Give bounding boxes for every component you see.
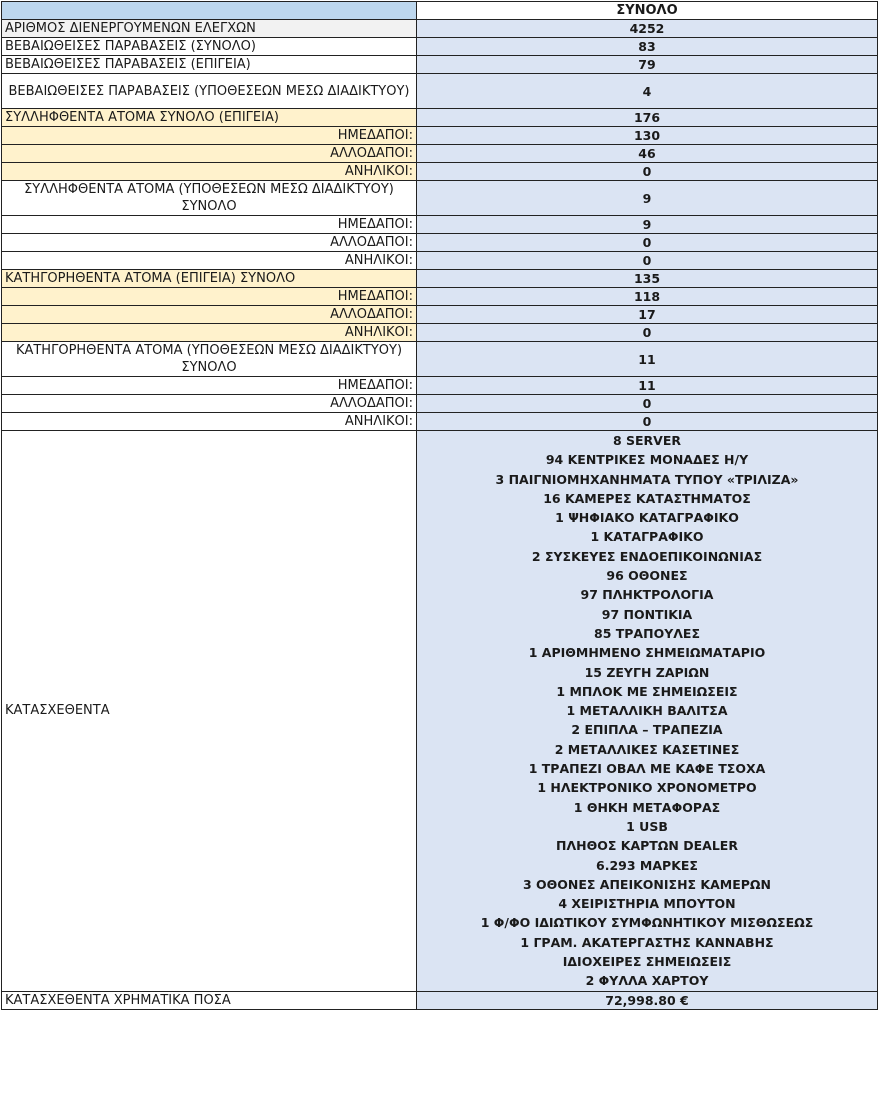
seized-item: ΠΛΗΘΟΣ ΚΑΡΤΩΝ DEALER — [556, 838, 738, 854]
seized-item: 1 ΓΡΑΜ. ΑΚΑΤΕΡΓΑΣΤΗΣ ΚΑΝΝΑΒΗΣ — [520, 934, 774, 950]
money-label: ΚΑΤΑΣΧΕΘΕΝΤΑ ΧΡΗΜΑΤΙΚΑ ΠΟΣΑ — [2, 991, 417, 1009]
row-label: ΑΝΗΛΙΚΟΙ: — [2, 413, 417, 431]
row-label: ΑΛΛΟΔΑΠΟΙ: — [2, 306, 417, 324]
row-value: 0 — [417, 252, 878, 270]
row-value: 46 — [417, 145, 878, 163]
row-label: ΒΕΒΑΙΩΘΕΙΣΕΣ ΠΑΡΑΒΑΣΕΙΣ (ΥΠΟΘΕΣΕΩΝ ΜΕΣΩ ΔΙΑΔΙΚΤΥΟΥ) — [2, 74, 417, 109]
seized-item: 2 ΜΕΤΑΛΛΙΚΕΣ ΚΑΣΕΤΙΝΕΣ — [554, 741, 740, 757]
row-value: 17 — [417, 306, 878, 324]
table-row — [2, 270, 878, 288]
table-row — [2, 234, 878, 252]
row-value: 0 — [417, 413, 878, 431]
money-row — [2, 991, 878, 1009]
row-value: 130 — [417, 127, 878, 145]
table-row — [2, 145, 878, 163]
table-row — [2, 395, 878, 413]
row-label: ΒΕΒΑΙΩΘΕΙΣΕΣ ΠΑΡΑΒΑΣΕΙΣ (ΣΥΝΟΛΟ) — [2, 38, 417, 56]
seized-item: 1 Φ/ΦΟ ΙΔΙΩΤΙΚΟΥ ΣΥΜΦΩΝΗΤΙΚΟΥ ΜΙΣΘΩΣΕΩΣ — [480, 915, 814, 931]
row-value: 0 — [417, 395, 878, 413]
seized-item: 2 ΦΥΛΛΑ ΧΑΡΤΟΥ — [585, 973, 709, 989]
row-label: ΑΝΗΛΙΚΟΙ: — [2, 252, 417, 270]
header-row — [2, 2, 878, 20]
row-value: 4252 — [417, 20, 878, 38]
statistics-table — [1, 1, 878, 1010]
row-label: ΗΜΕΔΑΠΟΙ: — [2, 127, 417, 145]
row-label: ΑΛΛΟΔΑΠΟΙ: — [2, 234, 417, 252]
seized-item: 1 ΤΡΑΠΕΖΙ ΟΒΑΛ ΜΕ ΚΑΦΕ ΤΣΟΧΑ — [528, 761, 766, 777]
row-label: ΚΑΤΗΓΟΡΗΘΕΝΤΑ ΑΤΟΜΑ (ΕΠΙΓΕΙΑ) ΣΥΝΟΛΟ — [2, 270, 417, 288]
row-value: 118 — [417, 288, 878, 306]
row-value: 11 — [417, 342, 878, 377]
row-label: ΣΥΛΛΗΦΘΕΝΤΑ ΑΤΟΜΑ ΣΥΝΟΛΟ (ΕΠΙΓΕΙΑ) — [2, 109, 417, 127]
seized-item: 1 ΘΗΚΗ ΜΕΤΑΦΟΡΑΣ — [573, 799, 721, 815]
header-blank-cell — [2, 2, 417, 20]
seized-item: 94 ΚΕΝΤΡΙΚΕΣ ΜΟΝΑΔΕΣ Η/Υ — [545, 452, 749, 468]
row-label: ΑΛΛΟΔΑΠΟΙ: — [2, 395, 417, 413]
row-label: ΒΕΒΑΙΩΘΕΙΣΕΣ ΠΑΡΑΒΑΣΕΙΣ (ΕΠΙΓΕΙΑ) — [2, 56, 417, 74]
seized-items-cell — [417, 431, 878, 992]
table-row — [2, 74, 878, 109]
row-label: ΣΥΛΛΗΦΘΕΝΤΑ ΑΤΟΜΑ (ΥΠΟΘΕΣΕΩΝ ΜΕΣΩ ΔΙΑΔΙΚΤΥΟΥ) ΣΥΝΟΛΟ — [2, 181, 417, 216]
seized-item: 15 ΖΕΥΓΗ ΖΑΡΙΩΝ — [584, 664, 710, 680]
seized-item: 1 ΗΛΕΚΤΡΟΝΙΚΟ ΧΡΟΝΟΜΕΤΡΟ — [537, 780, 757, 796]
money-value: 72,998.80 € — [417, 991, 878, 1009]
row-value: 9 — [417, 216, 878, 234]
table-row — [2, 20, 878, 38]
header-total: ΣΥΝΟΛΟ — [417, 2, 878, 20]
table-row — [2, 342, 878, 377]
table-row — [2, 324, 878, 342]
row-value: 83 — [417, 38, 878, 56]
table-row — [2, 306, 878, 324]
table-row — [2, 163, 878, 181]
row-value: 0 — [417, 234, 878, 252]
seized-item: ΙΔΙΟΧΕΙΡΕΣ ΣΗΜΕΙΩΣΕΙΣ — [562, 954, 732, 970]
row-label: ΑΛΛΟΔΑΠΟΙ: — [2, 145, 417, 163]
row-label: ΑΝΗΛΙΚΟΙ: — [2, 163, 417, 181]
row-value: 176 — [417, 109, 878, 127]
table-row — [2, 56, 878, 74]
seized-item: 4 ΧΕΙΡΙΣΤΗΡΙΑ ΜΠΟΥΤΟΝ — [558, 896, 736, 912]
seized-item: 96 ΟΘΟΝΕΣ — [606, 568, 688, 584]
row-value: 0 — [417, 324, 878, 342]
table-row — [2, 38, 878, 56]
row-label: ΑΝΗΛΙΚΟΙ: — [2, 324, 417, 342]
seized-item: 97 ΠΛΗΚΤΡΟΛΟΓΙΑ — [580, 587, 714, 603]
row-value: 79 — [417, 56, 878, 74]
seized-item: 1 ΑΡΙΘΜΗΜΕΝΟ ΣΗΜΕΙΩΜΑΤΑΡΙΟ — [528, 645, 766, 661]
row-label: ΑΡΙΘΜΟΣ ΔΙΕΝΕΡΓΟΥΜΕΝΩΝ ΕΛΕΓΧΩΝ — [2, 20, 417, 38]
row-value: 4 — [417, 74, 878, 109]
seized-item: 1 ΜΕΤΑΛΛΙΚΗ ΒΑΛΙΤΣΑ — [566, 703, 728, 719]
seized-item: 6.293 ΜΑΡΚΕΣ — [596, 857, 698, 873]
row-value: 0 — [417, 163, 878, 181]
table-row — [2, 216, 878, 234]
seized-row — [2, 431, 878, 992]
row-value: 11 — [417, 377, 878, 395]
seized-item: 3 ΠΑΙΓΝΙΟΜΗΧΑΝΗΜΑΤΑ ΤΥΠΟΥ «ΤΡΙΛΙΖΑ» — [495, 471, 799, 487]
table-row — [2, 252, 878, 270]
seized-item: 1 ΜΠΛΟΚ ΜΕ ΣΗΜΕΙΩΣΕΙΣ — [556, 683, 738, 699]
seized-label: ΚΑΤΑΣΧΕΘΕΝΤΑ — [2, 431, 417, 992]
row-label: ΚΑΤΗΓΟΡΗΘΕΝΤΑ ΑΤΟΜΑ (ΥΠΟΘΕΣΕΩΝ ΜΕΣΩ ΔΙΑΔΙΚΤΥΟΥ) ΣΥΝΟΛΟ — [2, 342, 417, 377]
seized-item: 85 ΤΡΑΠΟΥΛΕΣ — [594, 625, 700, 641]
seized-item: 2 ΣΥΣΚΕΥΕΣ ΕΝΔΟΕΠΙΚΟΙΝΩΝΙΑΣ — [531, 548, 763, 564]
seized-item: 16 ΚΑΜΕΡΕΣ ΚΑΤΑΣΤΗΜΑΤΟΣ — [543, 490, 751, 506]
seized-item: 1 ΨΗΦΙΑΚΟ ΚΑΤΑΓΡΑΦΙΚΟ — [555, 510, 739, 526]
table-row — [2, 288, 878, 306]
statistics-table-container — [1, 1, 877, 1010]
seized-item: 97 ΠΟΝΤΙΚΙΑ — [601, 606, 693, 622]
row-value: 135 — [417, 270, 878, 288]
table-row — [2, 181, 878, 216]
table-row — [2, 377, 878, 395]
seized-item: 2 ΕΠΙΠΛΑ – ΤΡΑΠΕΖΙΑ — [571, 722, 723, 738]
row-label: ΗΜΕΔΑΠΟΙ: — [2, 216, 417, 234]
seized-item: 1 ΚΑΤΑΓΡΑΦΙΚΟ — [590, 529, 704, 545]
table-row — [2, 127, 878, 145]
row-label: ΗΜΕΔΑΠΟΙ: — [2, 377, 417, 395]
row-label: ΗΜΕΔΑΠΟΙ: — [2, 288, 417, 306]
seized-item: 8 SERVER — [612, 433, 682, 448]
table-row — [2, 413, 878, 431]
seized-item: 1 USB — [626, 818, 668, 834]
row-value: 9 — [417, 181, 878, 216]
seized-item: 3 ΟΘΟΝΕΣ ΑΠΕΙΚΟΝΙΣΗΣ ΚΑΜΕΡΩΝ — [522, 876, 772, 892]
table-row — [2, 109, 878, 127]
